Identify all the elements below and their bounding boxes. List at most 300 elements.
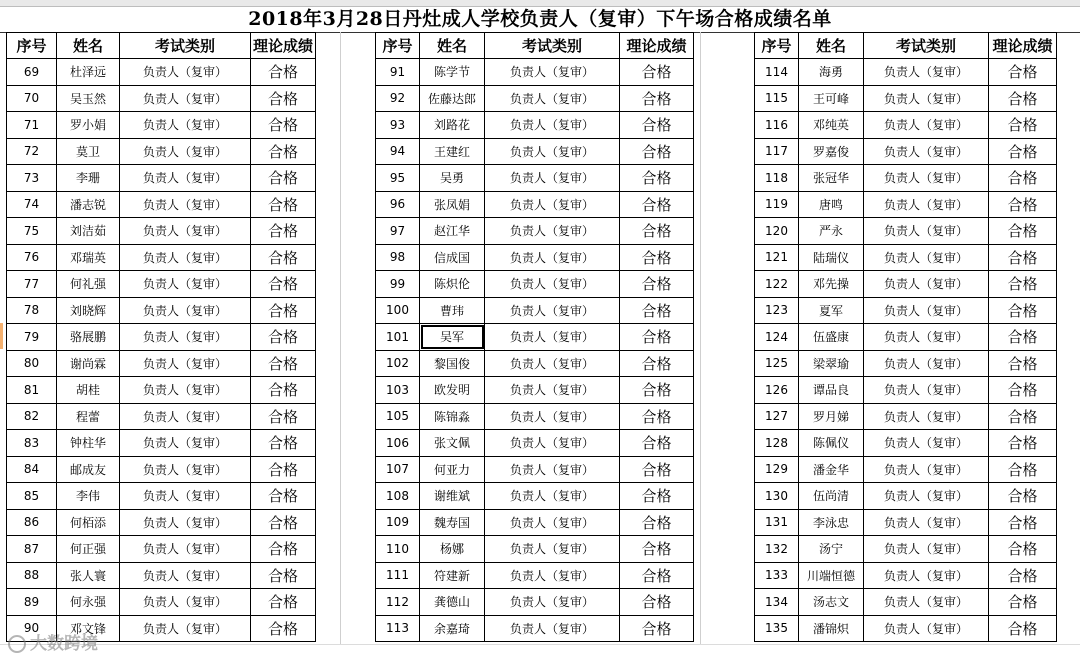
- cell-score[interactable]: 合格: [620, 509, 694, 536]
- cell-score[interactable]: 合格: [251, 191, 316, 218]
- cell-score[interactable]: 合格: [620, 297, 694, 324]
- cell-score[interactable]: 合格: [989, 191, 1057, 218]
- cell-number[interactable]: 107: [376, 456, 420, 483]
- cell-number[interactable]: 116: [755, 112, 799, 139]
- cell-exam-type[interactable]: 负责人（复审）: [485, 377, 620, 404]
- table-row: [376, 59, 694, 86]
- cell-score[interactable]: 合格: [620, 112, 694, 139]
- cell-name[interactable]: 李珊: [57, 165, 120, 192]
- cell-name[interactable]: 谢维斌: [420, 483, 485, 510]
- cell-name[interactable]: 杨娜: [420, 536, 485, 563]
- cell-exam-type[interactable]: 负责人（复审）: [120, 218, 251, 245]
- table-row: [755, 456, 1057, 483]
- cell-exam-type[interactable]: 负责人（复审）: [864, 191, 989, 218]
- cell-name[interactable]: 钟柱华: [57, 430, 120, 457]
- cell-exam-type[interactable]: 负责人（复审）: [485, 191, 620, 218]
- cell-exam-type[interactable]: 负责人（复审）: [120, 377, 251, 404]
- cell-number[interactable]: 126: [755, 377, 799, 404]
- cell-name[interactable]: 邮成友: [57, 456, 120, 483]
- cell-number[interactable]: 123: [755, 297, 799, 324]
- cell-name[interactable]: 欧发明: [420, 377, 485, 404]
- cell-exam-type[interactable]: 负责人（复审）: [120, 483, 251, 510]
- cell-name[interactable]: 何正强: [57, 536, 120, 563]
- cell-name[interactable]: 伍尚清: [799, 483, 864, 510]
- cell-number[interactable]: 105: [376, 403, 420, 430]
- cell-number[interactable]: 98: [376, 244, 420, 271]
- table-row: [376, 112, 694, 139]
- cell-score[interactable]: 合格: [620, 430, 694, 457]
- header-name: 姓名: [57, 33, 120, 59]
- cell-score[interactable]: 合格: [989, 350, 1057, 377]
- cell-exam-type[interactable]: 负责人（复审）: [120, 509, 251, 536]
- cell-name[interactable]: 刘路花: [420, 112, 485, 139]
- cell-score[interactable]: 合格: [989, 615, 1057, 642]
- cell-name[interactable]: 邓先操: [799, 271, 864, 298]
- cell-exam-type[interactable]: 负责人（复审）: [120, 536, 251, 563]
- cell-name[interactable]: 陈炽伦: [420, 271, 485, 298]
- cell-score[interactable]: 合格: [989, 165, 1057, 192]
- cell-exam-type[interactable]: 负责人（复审）: [485, 536, 620, 563]
- header-no: 序号: [7, 33, 57, 59]
- cell-score[interactable]: 合格: [989, 589, 1057, 616]
- table-row: [376, 297, 694, 324]
- table-row: [755, 615, 1057, 642]
- cell-exam-type[interactable]: 负责人（复审）: [864, 403, 989, 430]
- cell-exam-type[interactable]: 负责人（复审）: [864, 536, 989, 563]
- cell-score[interactable]: 合格: [251, 271, 316, 298]
- cell-exam-type[interactable]: 负责人（复审）: [485, 59, 620, 86]
- cell-number[interactable]: 111: [376, 562, 420, 589]
- cell-name[interactable]: 余嘉琦: [420, 615, 485, 642]
- cell-exam-type[interactable]: 负责人（复审）: [864, 271, 989, 298]
- table-row: [755, 377, 1057, 404]
- cell-number[interactable]: 112: [376, 589, 420, 616]
- cell-exam-type[interactable]: 负责人（复审）: [864, 244, 989, 271]
- cell-name[interactable]: 陆瑞仪: [799, 244, 864, 271]
- cell-name[interactable]: 海勇: [799, 59, 864, 86]
- cell-number[interactable]: 114: [755, 59, 799, 86]
- cell-score[interactable]: 合格: [989, 138, 1057, 165]
- sheet-title: 2018年3月28日丹灶成人学校负责人（复审）下午场合格成绩名单: [248, 8, 832, 30]
- cell-exam-type[interactable]: 负责人（复审）: [864, 138, 989, 165]
- cell-number[interactable]: 97: [376, 218, 420, 245]
- table-row: [755, 271, 1057, 298]
- cell-exam-type[interactable]: 负责人（复审）: [485, 271, 620, 298]
- cell-number[interactable]: 89: [7, 589, 57, 616]
- cell-number[interactable]: 72: [7, 138, 57, 165]
- table-row: [755, 297, 1057, 324]
- cell-number[interactable]: 83: [7, 430, 57, 457]
- cell-score[interactable]: 合格: [251, 112, 316, 139]
- cell-score[interactable]: 合格: [251, 297, 316, 324]
- cell-name[interactable]: 龚德山: [420, 589, 485, 616]
- cell-exam-type[interactable]: 负责人（复审）: [864, 165, 989, 192]
- cell-score[interactable]: 合格: [251, 244, 316, 271]
- cell-exam-type[interactable]: 负责人（复审）: [120, 271, 251, 298]
- cell-score[interactable]: 合格: [251, 483, 316, 510]
- cell-name[interactable]: 陈学节: [420, 59, 485, 86]
- table-row: [376, 191, 694, 218]
- cell-name[interactable]: 陈锦淼: [420, 403, 485, 430]
- cell-score[interactable]: 合格: [620, 218, 694, 245]
- table-row: [7, 456, 316, 483]
- cell-name[interactable]: 程蕾: [57, 403, 120, 430]
- cell-name[interactable]: 唐鸣: [799, 191, 864, 218]
- cell-score[interactable]: 合格: [620, 165, 694, 192]
- cell-number[interactable]: 73: [7, 165, 57, 192]
- cell-name[interactable]: 梁翠瑜: [799, 350, 864, 377]
- cell-score[interactable]: 合格: [251, 562, 316, 589]
- cell-score[interactable]: 合格: [251, 59, 316, 86]
- cell-name[interactable]: 何永强: [57, 589, 120, 616]
- cell-score[interactable]: 合格: [989, 536, 1057, 563]
- table-row: [755, 483, 1057, 510]
- table-row: [7, 244, 316, 271]
- cell-exam-type[interactable]: 负责人（复审）: [864, 615, 989, 642]
- cell-score[interactable]: 合格: [620, 456, 694, 483]
- header-score: 理论成绩: [251, 33, 316, 59]
- cell-exam-type[interactable]: 负责人（复审）: [120, 244, 251, 271]
- cell-number[interactable]: 82: [7, 403, 57, 430]
- cell-name[interactable]: 张冠华: [799, 165, 864, 192]
- cell-name[interactable]: 潘锦炽: [799, 615, 864, 642]
- cell-name[interactable]: 张人寰: [57, 562, 120, 589]
- cell-number[interactable]: 120: [755, 218, 799, 245]
- cell-name[interactable]: 何礼强: [57, 271, 120, 298]
- cell-exam-type[interactable]: 负责人（复审）: [485, 244, 620, 271]
- cell-number[interactable]: 113: [376, 615, 420, 642]
- table-row: [376, 483, 694, 510]
- table-row: [755, 324, 1057, 351]
- cell-exam-type[interactable]: 负责人（复审）: [120, 112, 251, 139]
- cell-name[interactable]: 汤宁: [799, 536, 864, 563]
- cell-score[interactable]: 合格: [251, 615, 316, 642]
- header-row: [376, 33, 694, 59]
- cell-name[interactable]: 谭品良: [799, 377, 864, 404]
- cell-name[interactable]: 夏军: [799, 297, 864, 324]
- cell-name[interactable]: 汤志文: [799, 589, 864, 616]
- cell-name[interactable]: 张文佩: [420, 430, 485, 457]
- cell-name[interactable]: 川端恒德: [799, 562, 864, 589]
- table-row: [7, 350, 316, 377]
- cell-exam-type[interactable]: 负责人（复审）: [485, 350, 620, 377]
- cell-score[interactable]: 合格: [620, 271, 694, 298]
- table-row: [7, 509, 316, 536]
- cell-score[interactable]: 合格: [620, 377, 694, 404]
- cell-exam-type[interactable]: 负责人（复审）: [864, 112, 989, 139]
- cell-number[interactable]: 80: [7, 350, 57, 377]
- cell-number[interactable]: 71: [7, 112, 57, 139]
- cell-name[interactable]: 吴军: [420, 324, 485, 351]
- cell-number[interactable]: 122: [755, 271, 799, 298]
- cell-exam-type[interactable]: 负责人（复审）: [120, 615, 251, 642]
- cell-score[interactable]: 合格: [989, 430, 1057, 457]
- cell-score[interactable]: 合格: [251, 456, 316, 483]
- cell-number[interactable]: 77: [7, 271, 57, 298]
- cell-score[interactable]: 合格: [989, 377, 1057, 404]
- cell-score[interactable]: 合格: [620, 191, 694, 218]
- cell-exam-type[interactable]: 负责人（复审）: [120, 324, 251, 351]
- cell-score[interactable]: 合格: [989, 85, 1057, 112]
- cell-exam-type[interactable]: 负责人（复审）: [864, 456, 989, 483]
- cell-score[interactable]: 合格: [251, 350, 316, 377]
- cell-number[interactable]: 127: [755, 403, 799, 430]
- cell-name[interactable]: 陈佩仪: [799, 430, 864, 457]
- cell-name[interactable]: 潘金华: [799, 456, 864, 483]
- cell-name[interactable]: 谢尚霖: [57, 350, 120, 377]
- table-row: [755, 536, 1057, 563]
- cell-exam-type[interactable]: 负责人（复审）: [485, 165, 620, 192]
- cell-score[interactable]: 合格: [989, 297, 1057, 324]
- cell-score[interactable]: 合格: [989, 456, 1057, 483]
- cell-number[interactable]: 99: [376, 271, 420, 298]
- cell-number[interactable]: 121: [755, 244, 799, 271]
- cell-exam-type[interactable]: 负责人（复审）: [864, 483, 989, 510]
- cell-name[interactable]: 曹玮: [420, 297, 485, 324]
- cell-name[interactable]: 何栢添: [57, 509, 120, 536]
- header-row: [755, 33, 1057, 59]
- cell-number[interactable]: 81: [7, 377, 57, 404]
- cell-name[interactable]: 李泳忠: [799, 509, 864, 536]
- cell-exam-type[interactable]: 负责人（复审）: [864, 377, 989, 404]
- cell-number[interactable]: 109: [376, 509, 420, 536]
- cell-score[interactable]: 合格: [251, 85, 316, 112]
- cell-exam-type[interactable]: 负责人（复审）: [485, 403, 620, 430]
- cell-score[interactable]: 合格: [989, 112, 1057, 139]
- cell-score[interactable]: 合格: [989, 403, 1057, 430]
- cell-number[interactable]: 115: [755, 85, 799, 112]
- cell-number[interactable]: 135: [755, 615, 799, 642]
- cell-number[interactable]: 129: [755, 456, 799, 483]
- cell-number[interactable]: 108: [376, 483, 420, 510]
- table-row: [376, 138, 694, 165]
- cell-score[interactable]: 合格: [620, 483, 694, 510]
- cell-exam-type[interactable]: 负责人（复审）: [120, 403, 251, 430]
- cell-number[interactable]: 94: [376, 138, 420, 165]
- cell-score[interactable]: 合格: [620, 59, 694, 86]
- cell-exam-type[interactable]: 负责人（复审）: [864, 509, 989, 536]
- cell-exam-type[interactable]: 负责人（复审）: [120, 456, 251, 483]
- table-row: [376, 165, 694, 192]
- cell-score[interactable]: 合格: [251, 430, 316, 457]
- cell-exam-type[interactable]: 负责人（复审）: [864, 324, 989, 351]
- cell-name[interactable]: 佐藤达郎: [420, 85, 485, 112]
- cell-name[interactable]: 潘志锐: [57, 191, 120, 218]
- cell-name[interactable]: 邓纯英: [799, 112, 864, 139]
- cell-name[interactable]: 骆展鹏: [57, 324, 120, 351]
- cell-exam-type[interactable]: 负责人（复审）: [120, 165, 251, 192]
- cell-name[interactable]: 伍盛康: [799, 324, 864, 351]
- cell-score[interactable]: 合格: [989, 244, 1057, 271]
- cell-score[interactable]: 合格: [620, 536, 694, 563]
- cell-number[interactable]: 124: [755, 324, 799, 351]
- cell-name[interactable]: 符建新: [420, 562, 485, 589]
- cell-name[interactable]: 何亚力: [420, 456, 485, 483]
- cell-number[interactable]: 86: [7, 509, 57, 536]
- cell-score[interactable]: 合格: [620, 403, 694, 430]
- cell-exam-type[interactable]: 负责人（复审）: [485, 615, 620, 642]
- cell-number[interactable]: 88: [7, 562, 57, 589]
- cell-exam-type[interactable]: 负责人（复审）: [120, 350, 251, 377]
- cell-number[interactable]: 76: [7, 244, 57, 271]
- cell-score[interactable]: 合格: [989, 562, 1057, 589]
- cell-name[interactable]: 黎国俊: [420, 350, 485, 377]
- table-row: [376, 562, 694, 589]
- cell-number[interactable]: 85: [7, 483, 57, 510]
- cell-exam-type[interactable]: 负责人（复审）: [485, 456, 620, 483]
- cell-score[interactable]: 合格: [620, 615, 694, 642]
- cell-number[interactable]: 118: [755, 165, 799, 192]
- cell-name[interactable]: 信成国: [420, 244, 485, 271]
- table-row: [755, 85, 1057, 112]
- cell-name[interactable]: 张凤娟: [420, 191, 485, 218]
- cell-exam-type[interactable]: 负责人（复审）: [120, 85, 251, 112]
- cell-exam-type[interactable]: 负责人（复审）: [485, 483, 620, 510]
- cell-number[interactable]: 78: [7, 297, 57, 324]
- cell-exam-type[interactable]: 负责人（复审）: [120, 562, 251, 589]
- cell-name[interactable]: 李伟: [57, 483, 120, 510]
- table-row: [7, 218, 316, 245]
- cell-exam-type[interactable]: 负责人（复审）: [120, 191, 251, 218]
- cell-number[interactable]: 74: [7, 191, 57, 218]
- cell-number[interactable]: 100: [376, 297, 420, 324]
- cell-name[interactable]: 罗嘉俊: [799, 138, 864, 165]
- cell-exam-type[interactable]: 负责人（复审）: [485, 324, 620, 351]
- cell-exam-type[interactable]: 负责人（复审）: [485, 85, 620, 112]
- cell-name[interactable]: 刘晓辉: [57, 297, 120, 324]
- cell-number[interactable]: 96: [376, 191, 420, 218]
- cell-number[interactable]: 119: [755, 191, 799, 218]
- cell-name[interactable]: 吴勇: [420, 165, 485, 192]
- cell-number[interactable]: 70: [7, 85, 57, 112]
- cell-number[interactable]: 103: [376, 377, 420, 404]
- cell-exam-type[interactable]: 负责人（复审）: [864, 218, 989, 245]
- cell-score[interactable]: 合格: [989, 271, 1057, 298]
- cell-exam-type[interactable]: 负责人（复审）: [485, 112, 620, 139]
- cell-exam-type[interactable]: 负责人（复审）: [864, 85, 989, 112]
- cell-exam-type[interactable]: 负责人（复审）: [485, 218, 620, 245]
- table-row: [755, 138, 1057, 165]
- cell-score[interactable]: 合格: [251, 218, 316, 245]
- cell-exam-type[interactable]: 负责人（复审）: [485, 430, 620, 457]
- cell-score[interactable]: 合格: [251, 165, 316, 192]
- cell-exam-type[interactable]: 负责人（复审）: [485, 138, 620, 165]
- table-row: [376, 403, 694, 430]
- cell-number[interactable]: 134: [755, 589, 799, 616]
- cell-name[interactable]: 严永: [799, 218, 864, 245]
- cell-name[interactable]: 刘洁茹: [57, 218, 120, 245]
- cell-name[interactable]: 邓瑞英: [57, 244, 120, 271]
- cell-number[interactable]: 90: [7, 615, 57, 642]
- cell-number[interactable]: 110: [376, 536, 420, 563]
- cell-exam-type[interactable]: 负责人（复审）: [120, 297, 251, 324]
- cell-exam-type[interactable]: 负责人（复审）: [120, 59, 251, 86]
- cell-name[interactable]: 杜泽远: [57, 59, 120, 86]
- cell-exam-type[interactable]: 负责人（复审）: [120, 430, 251, 457]
- cell-number[interactable]: 69: [7, 59, 57, 86]
- cell-name[interactable]: 赵江华: [420, 218, 485, 245]
- cell-exam-type[interactable]: 负责人（复审）: [120, 138, 251, 165]
- cell-score[interactable]: 合格: [620, 244, 694, 271]
- cell-exam-type[interactable]: 负责人（复审）: [864, 59, 989, 86]
- cell-score[interactable]: 合格: [251, 403, 316, 430]
- cell-score[interactable]: 合格: [989, 324, 1057, 351]
- cell-number[interactable]: 75: [7, 218, 57, 245]
- table-row: [7, 430, 316, 457]
- cell-score[interactable]: 合格: [620, 324, 694, 351]
- cell-name[interactable]: 吴玉然: [57, 85, 120, 112]
- cell-score[interactable]: 合格: [620, 85, 694, 112]
- cell-score[interactable]: 合格: [251, 536, 316, 563]
- results-table-1: [6, 32, 316, 642]
- table-row: [755, 562, 1057, 589]
- cell-name[interactable]: 魏寿国: [420, 509, 485, 536]
- cell-name[interactable]: 罗月娣: [799, 403, 864, 430]
- cell-exam-type[interactable]: 负责人（复审）: [864, 430, 989, 457]
- cell-score[interactable]: 合格: [989, 59, 1057, 86]
- results-table-2: [375, 32, 694, 642]
- cell-number[interactable]: 130: [755, 483, 799, 510]
- cell-number[interactable]: 79: [7, 324, 57, 351]
- cell-score[interactable]: 合格: [620, 589, 694, 616]
- cell-number[interactable]: 125: [755, 350, 799, 377]
- cell-score[interactable]: 合格: [251, 589, 316, 616]
- table-row: [376, 350, 694, 377]
- cell-number[interactable]: 101: [376, 324, 420, 351]
- cell-number[interactable]: 87: [7, 536, 57, 563]
- cell-score[interactable]: 合格: [989, 483, 1057, 510]
- cell-exam-type[interactable]: 负责人（复审）: [864, 562, 989, 589]
- cell-exam-type[interactable]: 负责人（复审）: [120, 589, 251, 616]
- cell-exam-type[interactable]: 负责人（复审）: [485, 509, 620, 536]
- cell-number[interactable]: 95: [376, 165, 420, 192]
- cell-score[interactable]: 合格: [251, 138, 316, 165]
- cell-score[interactable]: 合格: [251, 324, 316, 351]
- cell-number[interactable]: 128: [755, 430, 799, 457]
- cell-exam-type[interactable]: 负责人（复审）: [485, 589, 620, 616]
- cell-name[interactable]: 胡桂: [57, 377, 120, 404]
- cell-score[interactable]: 合格: [620, 562, 694, 589]
- cell-exam-type[interactable]: 负责人（复审）: [864, 297, 989, 324]
- cell-name[interactable]: 王可峰: [799, 85, 864, 112]
- cell-score[interactable]: 合格: [989, 218, 1057, 245]
- cell-exam-type[interactable]: 负责人（复审）: [864, 350, 989, 377]
- cell-number[interactable]: 131: [755, 509, 799, 536]
- cell-number[interactable]: 93: [376, 112, 420, 139]
- cell-exam-type[interactable]: 负责人（复审）: [485, 562, 620, 589]
- cell-score[interactable]: 合格: [251, 377, 316, 404]
- cell-number[interactable]: 117: [755, 138, 799, 165]
- cell-score[interactable]: 合格: [989, 509, 1057, 536]
- cell-number[interactable]: 91: [376, 59, 420, 86]
- cell-score[interactable]: 合格: [251, 509, 316, 536]
- cell-number[interactable]: 92: [376, 85, 420, 112]
- cell-name[interactable]: 莫卫: [57, 138, 120, 165]
- cell-number[interactable]: 132: [755, 536, 799, 563]
- cell-score[interactable]: 合格: [620, 350, 694, 377]
- cell-name[interactable]: 邓文锋: [57, 615, 120, 642]
- cell-number[interactable]: 102: [376, 350, 420, 377]
- cell-number[interactable]: 84: [7, 456, 57, 483]
- cell-name[interactable]: 罗小娟: [57, 112, 120, 139]
- cell-name[interactable]: 王建红: [420, 138, 485, 165]
- cell-number[interactable]: 133: [755, 562, 799, 589]
- cell-exam-type[interactable]: 负责人（复审）: [864, 589, 989, 616]
- cell-score[interactable]: 合格: [620, 138, 694, 165]
- cell-number[interactable]: 106: [376, 430, 420, 457]
- cell-exam-type[interactable]: 负责人（复审）: [485, 297, 620, 324]
- header-exam-type: 考试类别: [864, 33, 989, 59]
